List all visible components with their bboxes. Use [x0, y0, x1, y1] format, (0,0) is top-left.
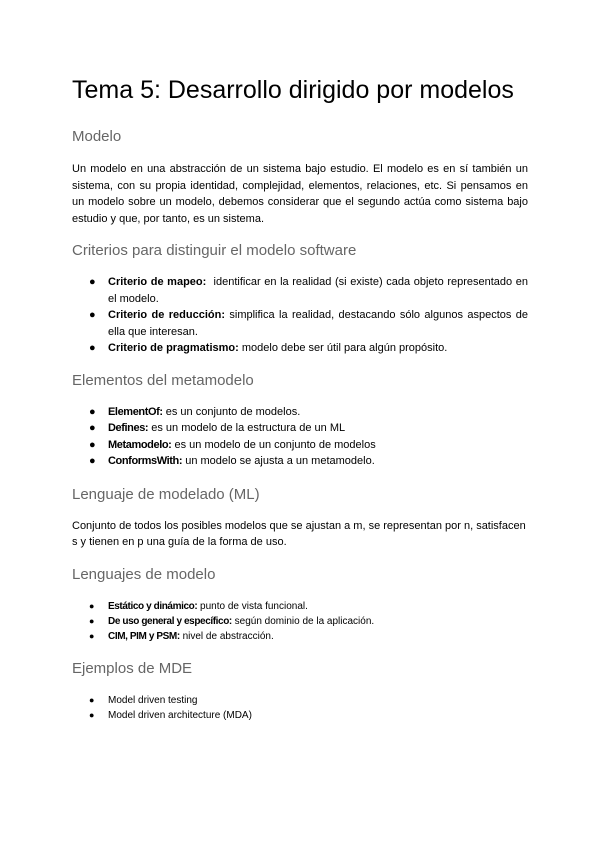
heading-ejemplos: Ejemplos de MDE	[72, 659, 193, 677]
list-item-term: ConformsWith:	[108, 455, 183, 467]
list-item-text: un modelo se ajusta a un metamodelo.	[182, 455, 375, 467]
bullet-icon: ●	[89, 422, 96, 434]
document-page	[72, 72, 532, 723]
list-item	[72, 708, 528, 723]
list-item-text: simplifica la realidad, destacando sólo algunos aspectos de ella que interesan.	[108, 309, 532, 338]
list-item-text: es un modelo de un conjunto de modelos	[171, 438, 376, 451]
list-item-term: Metamodelo:	[108, 438, 172, 451]
list-item	[72, 629, 528, 644]
list-item	[72, 693, 528, 708]
page-title: Tema 5: Desarrollo dirigido por modelos	[72, 76, 514, 104]
list-item	[72, 420, 528, 437]
list-item-term: Estático y dinámico:	[108, 600, 198, 612]
bullet-icon: ●	[89, 455, 96, 467]
bullet-icon: ●	[89, 694, 95, 705]
list-item-term: CIM, PIM y PSM:	[108, 630, 180, 642]
list-item-text: Model driven testing	[108, 694, 198, 706]
list-item-term: De uso general y específico:	[108, 615, 232, 627]
list-item-text: según dominio de la aplicación.	[231, 615, 375, 627]
bullet-icon: ●	[89, 405, 96, 418]
list-item-text: punto de vista funcional.	[197, 600, 308, 612]
list-item	[72, 599, 528, 614]
list-item	[72, 614, 528, 629]
list-item-text: nivel de abstracción.	[179, 630, 274, 642]
bullet-icon: ●	[89, 276, 96, 288]
bullet-icon: ●	[89, 615, 95, 626]
list-item	[72, 307, 532, 340]
heading-lenguaje: Lenguaje de modelado (ML)	[72, 485, 260, 503]
heading-modelo: Modelo	[72, 128, 122, 145]
list-item-term: Defines:	[108, 422, 149, 434]
list-item	[72, 453, 528, 470]
bullet-icon: ●	[89, 342, 96, 354]
list-item	[72, 340, 528, 357]
list-item-text: es un conjunto de modelos.	[162, 405, 301, 418]
list-ejemplos	[72, 693, 528, 723]
bullet-icon: ●	[89, 309, 96, 321]
list-item-term: Criterio de reducción:	[108, 309, 225, 321]
bullet-icon: ●	[89, 438, 96, 451]
heading-criterios: Criterios para distinguir el modelo software	[72, 242, 357, 259]
bullet-icon: ●	[89, 600, 95, 611]
heading-lenguajes: Lenguajes de modelo	[72, 565, 216, 583]
bullet-icon: ●	[89, 709, 95, 720]
list-item	[72, 437, 528, 454]
paragraph-modelo: Un modelo en una abstracción de un sistema bajo estudio. El modelo es en sí también un sistema, con su propia identidad, complejidad, elementos, relaciones, etc. Si pensamos en un modelo sobre un modelo, debemos considerar que el segundo actúa como sistema bajo estudio y que, por tanto, es un sistema.	[72, 163, 528, 225]
list-item	[72, 404, 528, 421]
list-item-text: modelo debe ser útil para algún propósito.	[238, 342, 448, 354]
list-lenguajes	[72, 599, 528, 644]
paragraph-lenguaje: Conjunto de todos los posibles modelos que se ajustan a m, se representan por n, satisfacen s y tienen en p una guía de la forma de uso.	[72, 519, 526, 548]
list-item-text: identificar en la realidad (si existe) cada objeto representado en el modelo.	[108, 276, 532, 305]
list-item-term: Criterio de mapeo:	[108, 276, 207, 288]
list-metamodelo	[72, 404, 528, 470]
list-item-term: ElementOf:	[108, 405, 163, 418]
list-criterios	[72, 274, 532, 357]
list-item-text: Model driven architecture (MDA)	[108, 709, 252, 721]
bullet-icon: ●	[89, 630, 95, 641]
list-item-text: es un modelo de la estructura de un ML	[148, 422, 346, 434]
heading-metamodelo: Elementos del metamodelo	[72, 371, 254, 389]
list-item-term: Criterio de pragmatismo:	[108, 342, 239, 354]
list-item	[72, 274, 532, 307]
